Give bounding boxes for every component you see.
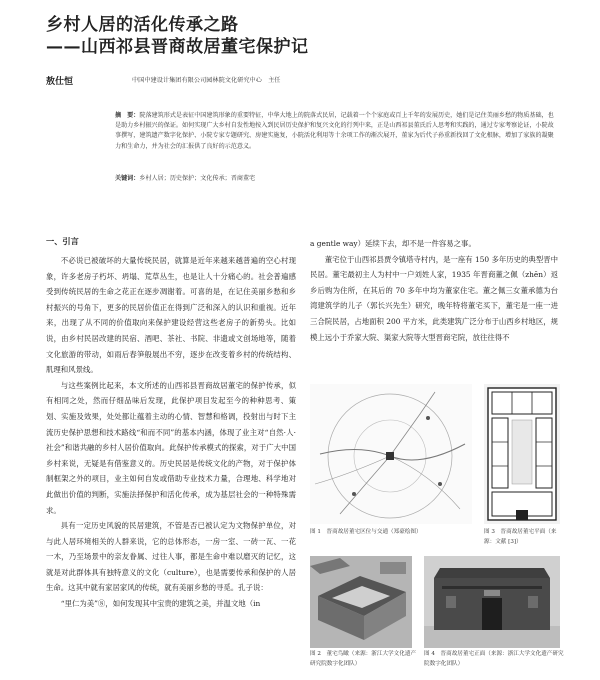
paragraph: 董宅位于山西祁县贾令镇塔寺村内，是一座有 150 多年历史的典型晋中民居。董宅最初主人为村中一户刘姓人家，1935 年晋商董之佩（zhēn）返乡后购为住所，在其后的 70 多年中均为董家住宅。董之佩三女董承德为台湾建筑学的儿子（郭长兴先生）研究，晚年特将董宅买下，董宅是一座一进三合院民居，占地面积 200 平方米，此类建筑广泛分布于山西乡村地区，规模上远小于乔家大院、渠家大院等大型晋商宅院，放往往得不 bbox=[310, 254, 558, 342]
paragraph: a gentle way）延续下去，却不是一件容易之事。 bbox=[310, 239, 476, 248]
author-name: 敖仕恒 bbox=[46, 77, 74, 87]
author-affiliation: 中国中建设计集团有限公司园林院文化研究中心 主任 bbox=[132, 77, 281, 84]
right-column bbox=[310, 236, 558, 345]
paragraph: 与这些案例比起来，本文所述的山西祁县晋商故居董宅的保护传承，似有相同之处，然而仔细品味后发现，此保护项目发起至今的种种思考、策划、实施及效果，处处都让蕴着主动的心情、智慧和格调，投射出与时下主流历史保护思想和技术路线“和而不同”的基本内涵，体现了业主对“自然·人·社会”和谐共融的乡村人居价值取向。此保护传承模式的探索，对于广大中国乡村来说，无疑是有借鉴意义的。历史民居是传统文化的产物，对于保护体制框架之外的项目，业主如何自发或借助专业技术力量，合理地、科学地对此做出价值的判断，实施法择保护和活化传承，成为基层社会的一种特殊需求。 bbox=[46, 380, 296, 515]
abstract-label: 摘 要： bbox=[115, 112, 140, 119]
keywords-text: 乡村人居；历史保护；文化传承；晋商董宅 bbox=[139, 175, 256, 182]
abstract bbox=[115, 111, 558, 152]
paragraph: 具有一定历史风貌的民居建筑，不管是否已被认定为文物保护单位，对与此人居环境相关的人群来说，它的总体形态，一房一室、一砖一瓦、一花一木，乃至场景中的亲友眷属、过往人事，都是生命中难以磨灭的记忆，这就是对此群体具有独特意义的文化（culture），也是需要传承和保护的人居生命。这其中就有家居家风的传统，就有美丽乡愁的寻觅。孔子说： bbox=[46, 521, 296, 593]
article-title bbox=[46, 14, 309, 58]
figure-2-caption: 图 2 董宅鸟瞰（来源：浙江大学文化遗产研究院数字化团队） bbox=[310, 651, 417, 667]
title-line-1: 乡村人居的活化传承之路 bbox=[46, 15, 239, 35]
keywords-label: 关键词： bbox=[115, 175, 140, 182]
figure-4-caption: 图 4 晋商故居董宅正面（来源：浙江大学文化遗产研究院数字化团队） bbox=[424, 651, 564, 667]
abstract-text: 院落建筑形式是表征中国建筑形象的重要特征，中华大地上的院落式民居，记载着一个个家庭或百上千年的发展历史，她们是记住美丽乡愁的物质基础，也是助力乡村振兴的保证。如何实现广大乡村自发性地按入到民居历史保护和复兴文化的行列中来，正是山西祁县董氏后人思考和实践的，通过专家考察论证，小院故事撰写，建筑遗产数字化保护、小院专家专题研究、房建实施复，小院活化利用等十余项工作的渐次展开，董家为后代子孙重新找回了文化根脉，增加了家族的凝聚力和生命力，并为社会的汇报供了良好的示范意义。 bbox=[115, 112, 554, 150]
figure-3-floor-plan bbox=[484, 384, 560, 524]
paragraph: “里仁为美”⑧，如何发现其中宝贵的建筑之美，并温文地（in bbox=[60, 599, 261, 609]
figure-1-caption: 图 1 晋商故居董宅区位与交通（郑豪绘图） bbox=[310, 529, 422, 535]
figure-2-aerial-photo bbox=[310, 556, 412, 648]
paragraph: 不必说已被破坏的大量传统民居，就算是近年来越来越普遍的空心村现象，许多老房子朽坏、坍塌、荒草丛生，也是让人十分痛心的。社会普遍感受到传统民居的生命之花正在逐步凋谢着。可喜的是，在记住美丽乡愁和乡村振兴的号角下，更多的民居价值正在得到广泛和深入的认识和重视。近年来，出现了从不同的价值取向来保护建设经营这些老房子的新势头。比如说，由乡村民居改建的民宿、酒吧、茶社、书院、非遗或文创场地等，随着文化旅游的带动，如雨后春笋般展出不穷，逐步在改变着乡村的传统结构、肌理和风景线。 bbox=[46, 256, 296, 375]
figure-4-facade-photo bbox=[424, 556, 560, 648]
section-heading: 一、引言 bbox=[46, 236, 79, 246]
left-column bbox=[46, 253, 296, 612]
figure-3-caption: 图 3 晋商故居董宅平面（来源：文献 [3]） bbox=[484, 529, 557, 545]
figure-1-location-map bbox=[310, 384, 472, 524]
title-line-2: ——山西祁县晋商故居董宅保护记 bbox=[46, 37, 309, 57]
keywords bbox=[115, 173, 255, 182]
